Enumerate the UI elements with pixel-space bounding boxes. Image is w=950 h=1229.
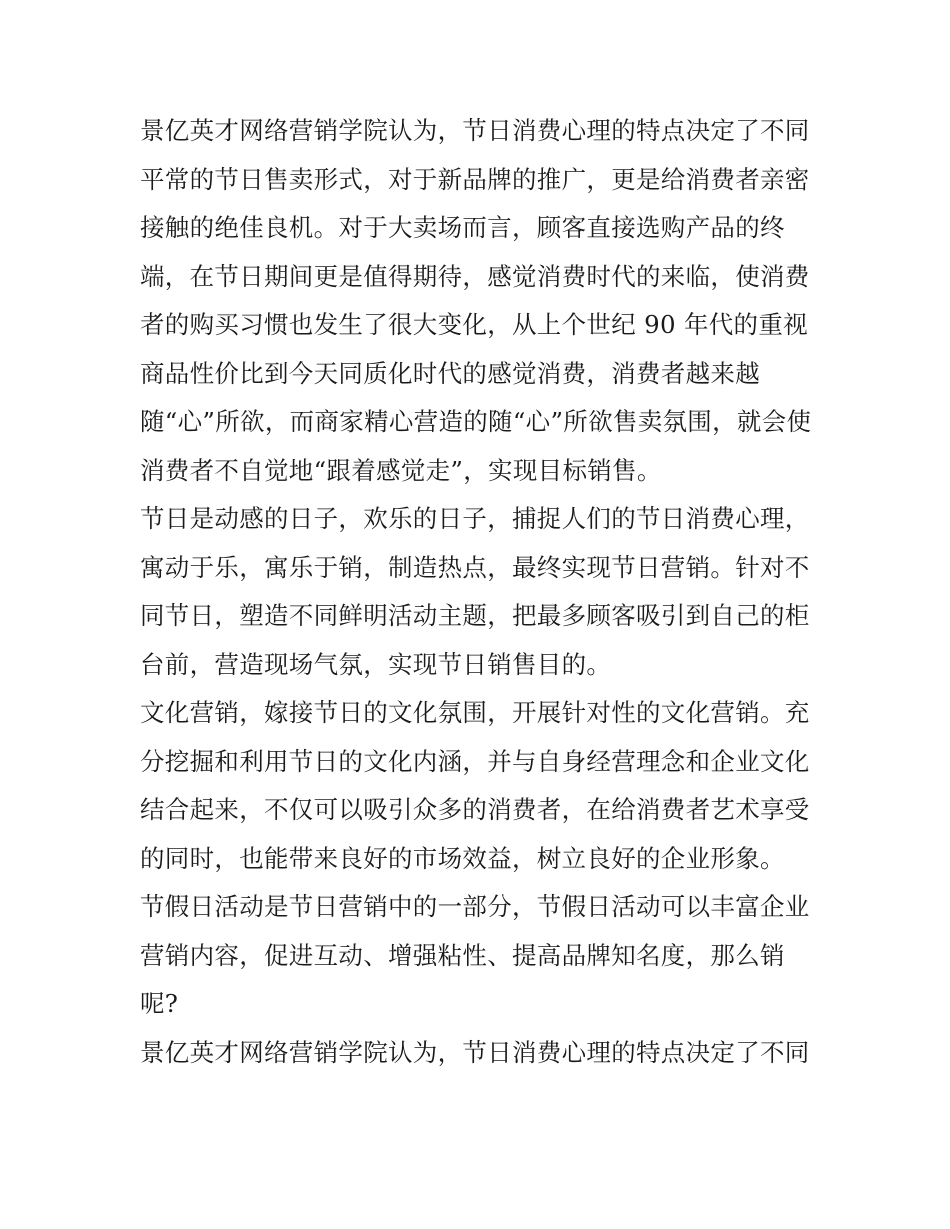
- text-line: 节假日活动是节日营销中的一部分，节假日活动可以丰富企业: [140, 892, 810, 921]
- text-line: 景亿英才网络营销学院认为，节日消费心理的特点决定了不同: [140, 1037, 810, 1067]
- text-line: 台前，营造现场气氛，实现节日销售目的。: [140, 649, 612, 679]
- text-line: 消费者不自觉地“跟着感觉走”，实现目标销售。: [140, 455, 662, 485]
- text-line: 呢?: [140, 989, 179, 1018]
- text-line: 商品性价比到今天同质化时代的感觉消费，消费者越来越: [140, 358, 760, 388]
- text-line: 同节日，塑造不同鲜明活动主题，把最多顾客吸引到自己的柜: [140, 601, 810, 630]
- text-line: 景亿英才网络营销学院认为，节日消费心理的特点决定了不同: [140, 116, 810, 145]
- text-line: 文化营销，嫁接节日的文化氛围，开展针对性的文化营销。充: [140, 698, 810, 727]
- text-line: 节日是动感的日子，欢乐的日子，捕捉人们的节日消费心理，: [140, 504, 810, 533]
- text-line: 端，在节日期间更是值得期待，感觉消费时代的来临，使消费: [140, 261, 810, 291]
- text-line: 分挖掘和利用节日的文化内涵，并与自身经营理念和企业文化: [140, 746, 810, 776]
- text-line: 结合起来，不仅可以吸引众多的消费者，在给消费者艺术享受: [140, 795, 810, 824]
- text-line: 寓动于乐，寓乐于销，制造热点，最终实现节日营销。针对不: [140, 552, 810, 582]
- text-line: 者的购买习惯也发生了很大变化，从上个世纪 90 年代的重视: [140, 310, 808, 339]
- text-line: 平常的节日售卖形式，对于新品牌的推广，更是给消费者亲密: [140, 164, 810, 194]
- text-line: 随“心”所欲，而商家精心营造的随“心”所欲售卖氛围，就会使: [140, 407, 812, 436]
- text-line: 营销内容，促进互动、增强粘性、提高品牌知名度，那么销: [140, 940, 785, 970]
- text-line: 的同时，也能带来良好的市场效益，树立良好的企业形象。: [140, 843, 785, 873]
- document-body: [140, 107, 815, 1077]
- text-line: 接触的绝佳良机。对于大卖场而言，顾客直接选购产品的终: [140, 213, 785, 242]
